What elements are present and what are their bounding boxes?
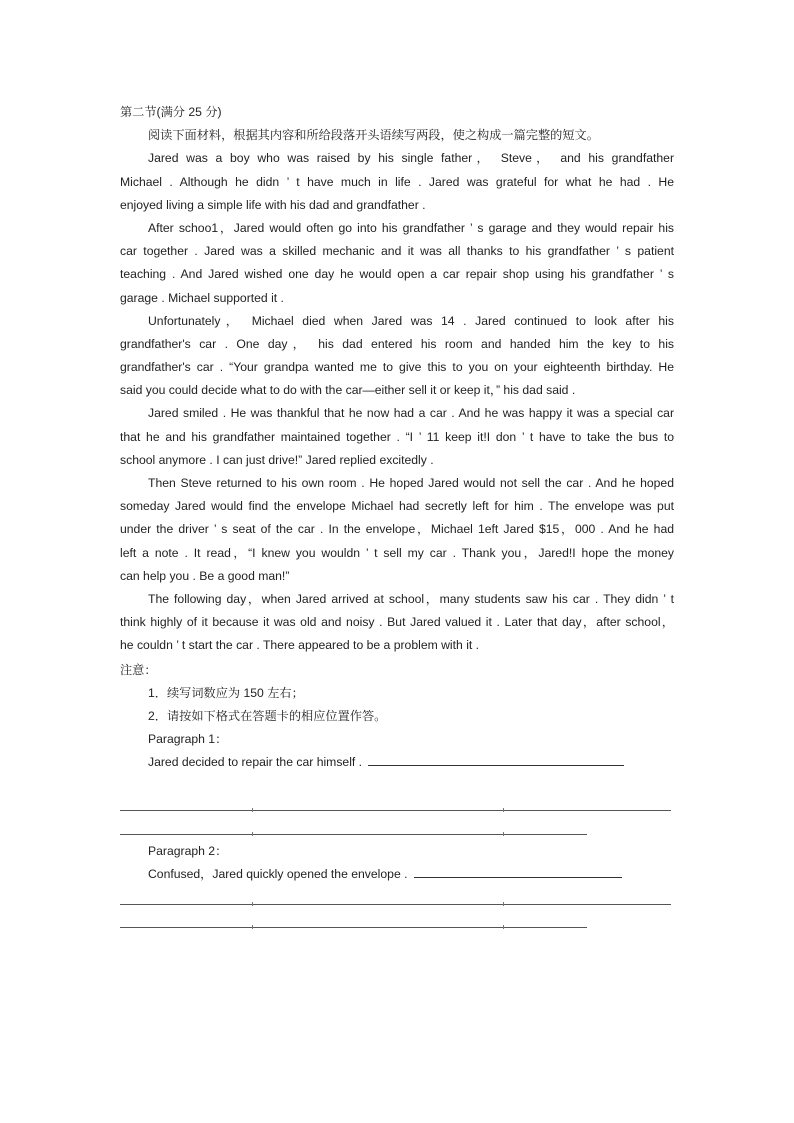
- paragraph2-opening-line: [148, 863, 622, 886]
- passage-line: school anymore . I can just drive!” Jared replied excitedly .: [120, 452, 434, 467]
- passage-line: The following day，when Jared arrived at school，many students saw his car . They didn ’ t: [148, 591, 674, 606]
- passage-line: that he and his grandfather maintained together . “I ’ 11 keep it!I don ’ t have to take the bus to: [120, 429, 674, 444]
- paragraph2-opening: Confused，Jared quickly opened the envelope .: [148, 867, 408, 882]
- passage-line: grandfather's car . One day， his dad entered his room and handed him the key to his: [120, 336, 674, 351]
- passage-line: car together . Jared was a skilled mechanic and it was all thanks to his grandfather ’ s patient: [120, 244, 674, 259]
- note-2: 2．请按如下格式在答题卡的相应位置作答。: [148, 708, 387, 723]
- passage-line: Jared smiled . He was thankful that he now had a car . And he was happy it was a special car: [148, 406, 674, 421]
- paragraph1-answer-line-1[interactable]: [120, 810, 671, 811]
- passage-line: Unfortunately， Michael died when Jared was 14 . Jared continued to look after his: [148, 313, 674, 328]
- paragraph1-opening-line: [120, 751, 674, 774]
- paragraph2-answer-line-2[interactable]: [120, 927, 587, 928]
- passage-line: enjoyed living a simple life with his dad and grandfather .: [120, 197, 426, 212]
- passage-line: under the driver ’ s seat of the car . In the envelope，Michael 1eft Jared $15，000 . And he had: [120, 522, 674, 537]
- passage-line: he couldn ’ t start the car . There appeared to be a problem with it .: [120, 638, 480, 653]
- passage-line: think highly of it because it was old and noisy . But Jared valued it . Later that day，after school，: [120, 615, 674, 630]
- passage-line: Jared was a boy who was raised by his single father， Steve， and his grandfather: [148, 151, 674, 166]
- answer-line-tick: [503, 832, 504, 836]
- note-1: 1．续写词数应为 150 左右；: [148, 685, 304, 700]
- answer-line-tick: [503, 808, 504, 812]
- paragraph1-answer-line-2[interactable]: [120, 834, 587, 835]
- document-body: [120, 101, 674, 774]
- paragraph1-answer-blank[interactable]: [368, 751, 624, 766]
- paragraph2-block: [148, 840, 622, 886]
- instruction: 阅读下面材料，根据其内容和所给段落开头语续写两段，使之构成一篇完整的短文。: [148, 128, 599, 143]
- paragraph1-label: Paragraph 1：: [148, 732, 228, 747]
- passage-line: After schoo1，Jared would often go into his grandfather ’ s garage and they would repair his: [148, 220, 674, 235]
- answer-line-tick: [503, 902, 504, 906]
- paragraph2-answer-line-1[interactable]: [120, 904, 671, 905]
- answer-line-tick: [252, 925, 253, 929]
- passage: [120, 147, 674, 657]
- answer-line-tick: [252, 832, 253, 836]
- passage-line: can help you . Be a good man!”: [120, 568, 290, 583]
- paragraph2-label: Paragraph 2：: [148, 844, 228, 858]
- answer-line-tick: [252, 902, 253, 906]
- section-heading: 第二节(满分 25 分): [120, 105, 222, 119]
- passage-line: teaching . And Jared wished one day he would open a car repair shop using his grandfather ’ s: [120, 267, 674, 282]
- notes-heading: 注意：: [120, 662, 157, 677]
- answer-line-tick: [252, 808, 253, 812]
- paragraph2-answer-blank[interactable]: [414, 863, 622, 878]
- paragraph1-opening: Jared decided to repair the car himself .: [148, 755, 363, 770]
- passage-line: said you could decide what to do with the car—either sell it or keep it，” his dad said .: [120, 383, 576, 398]
- answer-line-tick: [503, 925, 504, 929]
- passage-line: left a note . It read，“I knew you wouldn ’ t sell my car . Thank you，Jared!I hope the money: [120, 545, 674, 560]
- passage-line: grandfather's car . “Your grandpa wanted me to give this to you on your eighteenth birthday. He: [120, 360, 674, 375]
- passage-line: garage . Michael supported it .: [120, 290, 284, 305]
- passage-line: Then Steve returned to his own room . He hoped Jared would not sell the car . And he hoped: [148, 476, 674, 490]
- passage-line: someday Jared would find the envelope Michael had secretly left for him . The envelope was put: [120, 499, 674, 514]
- passage-line: Michael . Although he didn ’ t have much in life . Jared was grateful for what he had . He: [120, 174, 674, 189]
